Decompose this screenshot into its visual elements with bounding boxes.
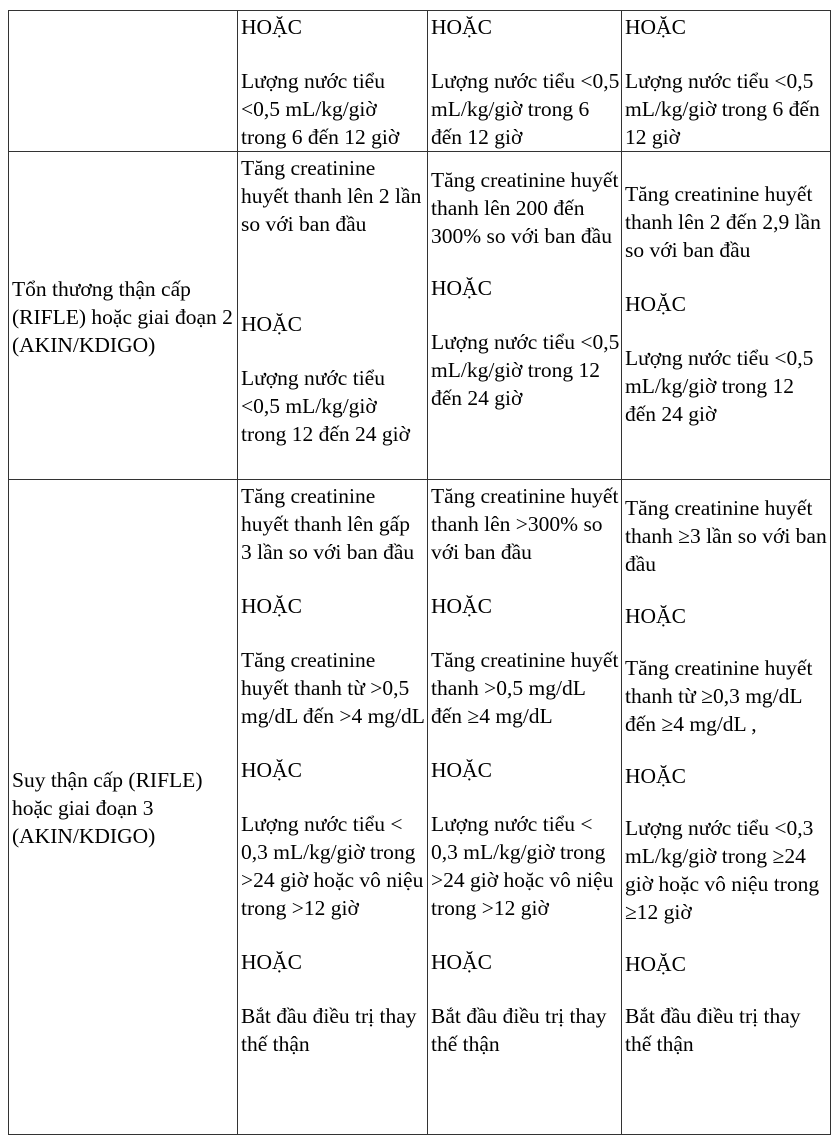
criteria-cell: [428, 11, 622, 152]
or-label: HOẶC: [625, 15, 686, 39]
criteria-text: Lượng nước tiểu <0,5 mL/kg/giờ trong 12 đến 24 giờ: [241, 366, 411, 446]
stage-cell: [9, 11, 238, 152]
stage-label: Tổn thương thận cấp (RIFLE) hoặc giai đoạn 2 (AKIN/KDIGO): [12, 276, 233, 357]
criteria-text: Tăng creatinine huyết thanh lên 200 đến 300% so với ban đầu: [431, 168, 619, 248]
criteria-text: Lượng nước tiểu <0,5 mL/kg/giờ trong 6 đến 12 giờ: [241, 69, 400, 149]
criteria-text: Tăng creatinine huyết thanh lên >300% so với ban đầu: [431, 484, 619, 564]
criteria-text: Lượng nước tiểu <0,5 mL/kg/giờ trong 12 đến 24 giờ: [625, 346, 814, 426]
or-label: HOẶC: [431, 758, 492, 782]
criteria-text: Tăng creatinine huyết thanh lên gấp 3 lần so với ban đầu: [241, 484, 415, 564]
criteria-text: Lượng nước tiểu <0,5 mL/kg/giờ trong 12 đến 24 giờ: [431, 330, 620, 410]
or-label: HOẶC: [431, 15, 492, 39]
criteria-text: Lượng nước tiểu <0,5 mL/kg/giờ trong 6 đến 12 giờ: [431, 69, 620, 149]
or-label: HOẶC: [241, 15, 302, 39]
stage-label: Suy thận cấp (RIFLE) hoặc giai đoạn 3 (AKIN/KDIGO): [12, 768, 203, 848]
criteria-text: Lượng nước tiểu <0,3 mL/kg/giờ trong ≥24 giờ hoặc vô niệu trong ≥12 giờ: [625, 816, 820, 924]
criteria-cell: [238, 11, 428, 152]
criteria-text: Lượng nước tiểu < 0,3 mL/kg/giờ trong >24 giờ hoặc vô niệu trong >12 giờ: [431, 812, 614, 920]
or-label: HOẶC: [431, 950, 492, 974]
criteria-cell: [238, 480, 428, 1135]
table-row: [9, 480, 831, 1135]
or-label: HOẶC: [431, 594, 492, 618]
criteria-text: Lượng nước tiểu <0,5 mL/kg/giờ trong 6 đến 12 giờ: [625, 69, 820, 149]
or-label: HOẶC: [241, 312, 302, 336]
criteria-text: Tăng creatinine huyết thanh lên 2 đến 2,9 lần so với ban đầu: [625, 182, 821, 262]
table-row: [9, 11, 831, 152]
criteria-text: Tăng creatinine huyết thanh >0,5 mg/dL đến ≥4 mg/dL: [431, 648, 619, 728]
stage-cell: [9, 480, 238, 1135]
criteria-cell: [622, 11, 831, 152]
or-label: HOẶC: [625, 292, 686, 316]
or-label: HOẶC: [431, 276, 492, 300]
or-label: HOẶC: [625, 952, 686, 976]
criteria-text: Bắt đầu điều trị thay thế thận: [625, 1004, 801, 1056]
or-label: HOẶC: [241, 758, 302, 782]
or-label: HOẶC: [625, 764, 686, 788]
or-label: HOẶC: [241, 950, 302, 974]
criteria-cell: [238, 152, 428, 480]
criteria-text: Tăng creatinine huyết thanh ≥3 lần so với ban đầu: [625, 496, 827, 576]
criteria-text: Bắt đầu điều trị thay thế thận: [431, 1004, 607, 1056]
table-row: [9, 152, 831, 480]
stage-cell: [9, 152, 238, 480]
criteria-text: Bắt đầu điều trị thay thế thận: [241, 1004, 417, 1056]
criteria-text: Tăng creatinine huyết thanh lên 2 lần so với ban đầu: [241, 156, 422, 236]
criteria-text: Tăng creatinine huyết thanh từ ≥0,3 mg/dL đến ≥4 mg/dL ,: [625, 656, 813, 736]
aki-staging-table: [8, 10, 831, 1135]
or-label: HOẶC: [625, 604, 686, 628]
criteria-cell: [622, 152, 831, 480]
criteria-text: Lượng nước tiểu < 0,3 mL/kg/giờ trong >24 giờ hoặc vô niệu trong >12 giờ: [241, 812, 424, 920]
criteria-cell: [622, 480, 831, 1135]
or-label: HOẶC: [241, 594, 302, 618]
criteria-cell: [428, 152, 622, 480]
criteria-text: Tăng creatinine huyết thanh từ >0,5 mg/dL đến >4 mg/dL: [241, 648, 425, 728]
criteria-cell: [428, 480, 622, 1135]
